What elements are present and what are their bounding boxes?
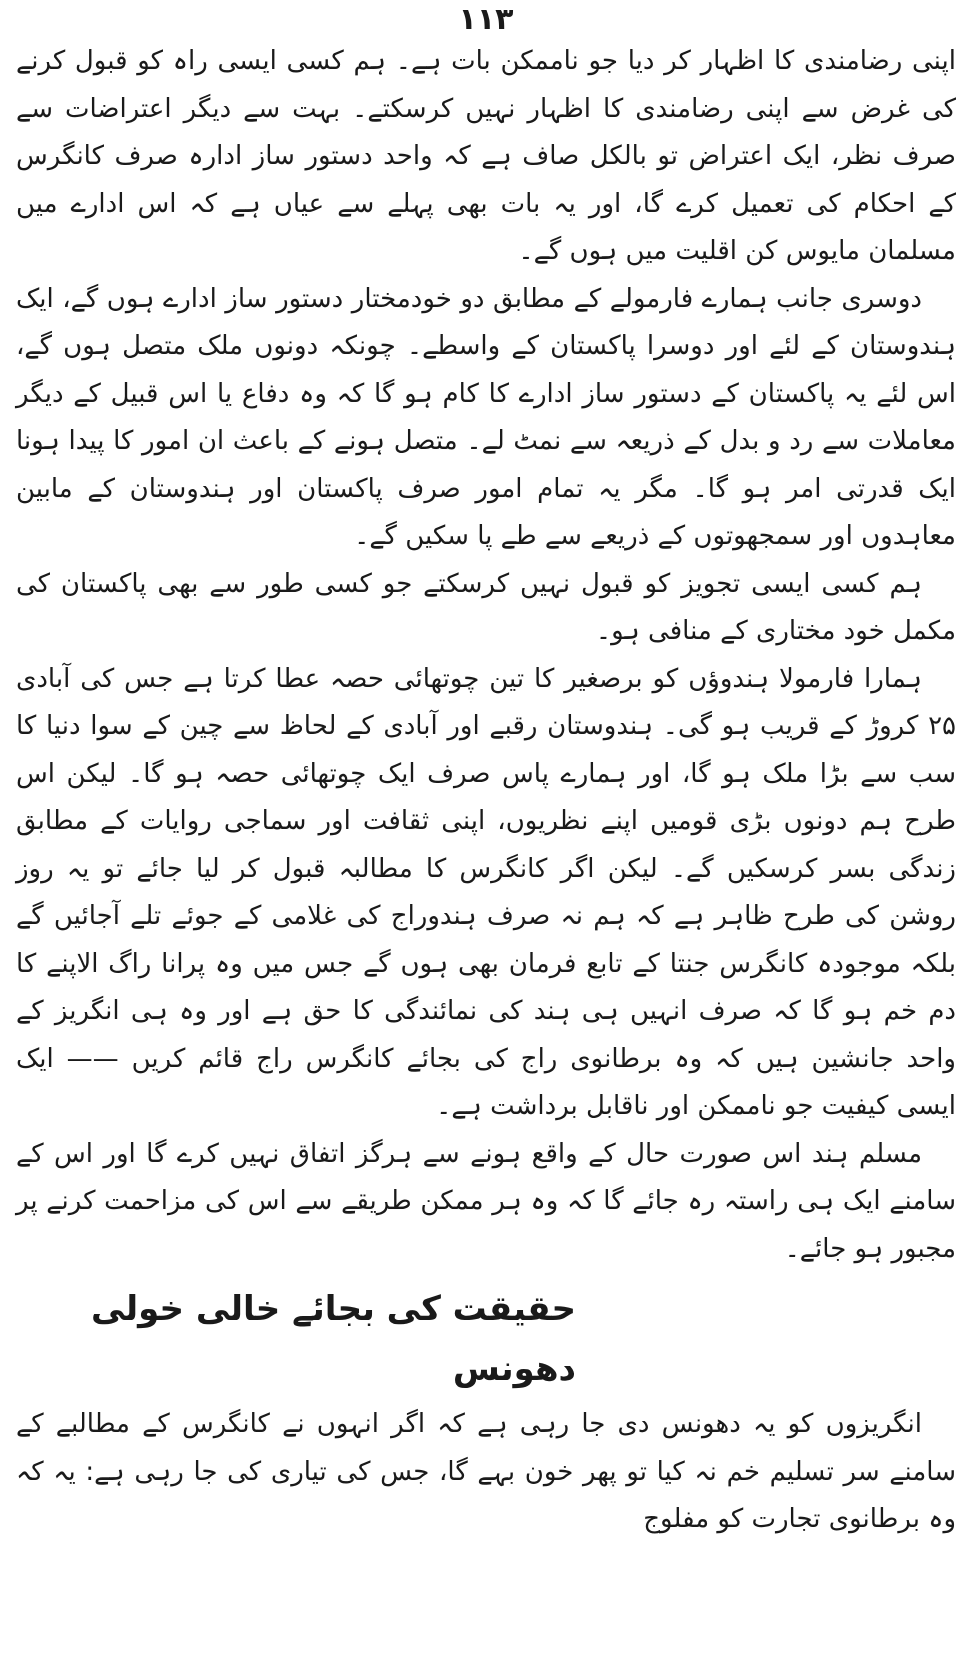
paragraph-4: ہمارا فارمولا ہندوؤں کو برصغیر کا تین چوتھائی حصہ عطا کرتا ہے جس کی آبادی ۲۵ کروڑ کے قریب ہو گی۔ ہندوستان رقبے اور آبادی کے لحاظ سے چین کے سوا دنیا کا سب سے بڑا ملک ہو گا، اور ہمارے پاس صرف ایک چوتھائی حصہ ہو گا۔ لیکن اس طرح ہم دونوں بڑی قومیں اپنے نظریوں، اپنی ثقافت اور سماجی روایات کے مطابق زندگی بسر کرسکیں گے۔ لیکن اگر کانگرس کا مطالبہ قبول کر لیا جائے تو یہ روز روشن کی طرح ظاہر ہے کہ ہم نہ صرف ہندوراج کی غلامی کے جوئے تلے آجائیں گے بلکہ موجودہ کانگرس جنتا کے تابع فرمان بھی ہوں گے جس میں وہ پرانا راگ الاپنے کا دم خم ہو گا کہ صرف انہیں ہی ہند کی نمائندگی کا حق ہے اور وہ ہی انگریز کے واحد جانشین ہیں کہ وہ برطانوی راج کی بجائے کانگرس راج قائم کریں —— ایک ایسی کیفیت جو ناممکن اور ناقابل برداشت ہے۔ bbox=[16, 663, 956, 1121]
page-number: ۱۱۳ bbox=[458, 2, 514, 37]
paragraph-5: مسلم ہند اس صورت حال کے واقع ہونے سے ہرگز اتفاق نہیں کرے گا اور اس کے سامنے ایک ہی راستہ رہ جائے گا کہ وہ ہر ممکن طریقے سے اس کی مزاحمت کرنے پر مجبور ہو جائے۔ bbox=[16, 1138, 956, 1264]
paragraph-2: دوسری جانب ہمارے فارمولے کے مطابق دو خودمختار دستور ساز ادارے ہوں گے، ایک ہندوستان کے لئے اور دوسرا پاکستان کے واسطے۔ چونکہ دونوں ملک متصل ہوں گے، اس لئے یہ پاکستان کے دستور ساز ادارے کا کام ہو گا کہ وہ دفاع یا اس قبیل کے دیگر معاملات سے رد و بدل کے ذریعہ سے نمٹ لے۔ متصل ہونے کے باعث ان امور کا پیدا ہونا ایک قدرتی امر ہو گا۔ مگر یہ تمام امور صرف پاکستان اور ہندوستان کے مابین معاہدوں اور سمجھوتوں کے ذریعے سے طے پا سکیں گے۔ bbox=[16, 283, 956, 551]
paragraph-3: ہم کسی ایسی تجویز کو قبول نہیں کرسکتے جو کسی طور سے بھی پاکستان کی مکمل خود مختاری کے منافی ہو۔ bbox=[16, 568, 956, 646]
section-heading: حقیقت کی بجائے خالی خولی دھونس bbox=[91, 1289, 576, 1389]
paragraph-1: اپنی رضامندی کا اظہار کر دیا جو ناممکن بات ہے۔ ہم کسی ایسی راہ کو قبول کرنے کی غرض سے اپنی رضامندی کا اظہار نہیں کرسکتے۔ بہت سے دیگر اعتراضات سے صرف نظر، ایک اعتراض تو بالکل صاف ہے کہ واحد دستور ساز ادارہ صرف کانگرس کے احکام کی تعمیل کرے گا، اور یہ بات بھی پہلے سے عیاں ہے کہ اس ادارے میں مسلمان مایوس کن اقلیت میں ہوں گے۔ bbox=[16, 46, 956, 266]
paragraph-6: انگریزوں کو یہ دھونس دی جا رہی ہے کہ اگر انہوں نے کانگرس کے مطالبے کے سامنے سر تسلیم خم نہ کیا تو پھر خون بہے گا، جس کی تیاری کی جا رہی ہے: یہ کہ وہ برطانوی تجارت کو مفلوج bbox=[16, 1409, 956, 1534]
